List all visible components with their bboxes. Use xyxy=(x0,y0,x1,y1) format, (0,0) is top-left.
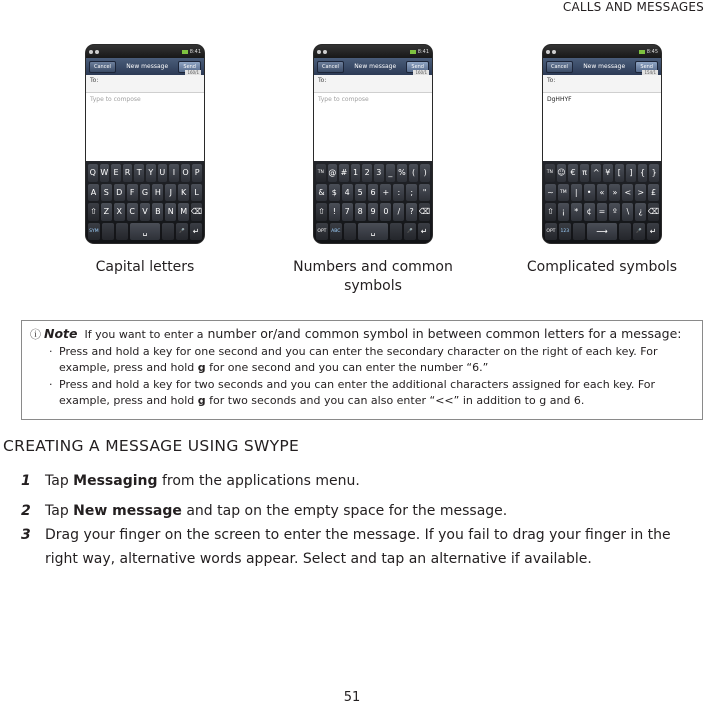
key: K xyxy=(178,184,189,202)
opt-key: OPT xyxy=(545,223,557,241)
key: N xyxy=(165,203,176,221)
key: P xyxy=(192,164,202,182)
note-label: Note xyxy=(44,326,78,341)
enter-key-icon: ↵ xyxy=(418,223,430,241)
key: TM xyxy=(558,184,569,202)
key: O xyxy=(181,164,191,182)
key: W xyxy=(100,164,110,182)
key: D xyxy=(114,184,125,202)
step-text-post: from the applications menu. xyxy=(161,473,360,489)
space-key-icon: ␣ xyxy=(358,223,389,241)
key: G xyxy=(140,184,151,202)
key: : xyxy=(393,184,404,202)
backspace-key-icon: ⌫ xyxy=(419,203,430,221)
signal-icon xyxy=(552,50,556,54)
status-bar xyxy=(543,45,661,58)
key: º xyxy=(609,203,620,221)
bullet-text: for one second and you can enter the number “6.” xyxy=(209,361,489,374)
key: Z xyxy=(101,203,112,221)
bullet-key: g xyxy=(197,394,206,407)
step-number: 2 xyxy=(21,503,31,519)
enter-key-icon: ↵ xyxy=(190,223,202,241)
key: 1 xyxy=(351,164,361,182)
tab-key-icon: ⟶ xyxy=(587,223,618,241)
note-intro xyxy=(30,326,694,343)
key: ^ xyxy=(591,164,601,182)
key: { xyxy=(638,164,648,182)
key: ¿ xyxy=(635,203,646,221)
bullet-key: g xyxy=(197,361,206,374)
key xyxy=(162,223,174,241)
key: + xyxy=(380,184,391,202)
notification-icon xyxy=(546,50,550,54)
send-button: Send xyxy=(406,61,429,73)
cancel-button: Cancel xyxy=(546,61,573,73)
keyboard-row xyxy=(316,164,430,182)
key: 2 xyxy=(362,164,372,182)
key: A xyxy=(88,184,99,202)
key: Q xyxy=(88,164,98,182)
clock: 8:41 xyxy=(189,48,201,55)
screen-title: New message xyxy=(354,63,397,70)
key: & xyxy=(316,184,327,202)
key: " xyxy=(419,184,430,202)
notification-icon xyxy=(317,50,321,54)
step-text xyxy=(45,499,700,523)
keyboard-row xyxy=(545,184,659,202)
opt-key: OPT xyxy=(316,223,328,241)
key: [ xyxy=(615,164,625,182)
key: < xyxy=(622,184,633,202)
notification-icon xyxy=(89,50,93,54)
key: 3 xyxy=(374,164,384,182)
signal-icon xyxy=(323,50,327,54)
space-key-icon: ␣ xyxy=(130,223,161,241)
key: R xyxy=(123,164,133,182)
key: V xyxy=(140,203,151,221)
key: % xyxy=(397,164,407,182)
send-button: Send xyxy=(178,61,201,73)
key: 6 xyxy=(368,184,379,202)
keyboard-row xyxy=(545,203,659,221)
step-text: Drag your finger on the screen to enter the message. If you fail to drag your finger in the right way, alternative words appear. Select and tap an alternative if available. xyxy=(45,527,671,567)
step-text xyxy=(45,469,700,493)
key: T xyxy=(134,164,144,182)
keyboard-row xyxy=(88,164,202,182)
key: _ xyxy=(386,164,396,182)
key: TN xyxy=(316,164,326,182)
keyboard xyxy=(543,161,661,243)
enter-key-icon: ↵ xyxy=(647,223,659,241)
signal-icon xyxy=(95,50,99,54)
keyboard-row xyxy=(316,223,430,241)
key: ¢ xyxy=(584,203,595,221)
battery-icon xyxy=(410,50,416,54)
note-bullet xyxy=(30,377,694,409)
note-intro-text-1: If you want to enter a xyxy=(84,328,204,341)
compose-field: Type to compose xyxy=(86,93,204,161)
compose-field: DgHHYF xyxy=(543,93,661,161)
key: 7 xyxy=(342,203,353,221)
cancel-button: Cancel xyxy=(89,61,116,73)
key: U xyxy=(158,164,168,182)
key: } xyxy=(649,164,659,182)
character-counter: 154/1 xyxy=(644,70,656,75)
cancel-button: Cancel xyxy=(317,61,344,73)
key: « xyxy=(597,184,608,202)
screen-title: New message xyxy=(583,63,626,70)
key: > xyxy=(635,184,646,202)
caption-capital-letters: Capital letters xyxy=(95,259,195,275)
key: 5 xyxy=(355,184,366,202)
key: / xyxy=(393,203,404,221)
key: E xyxy=(111,164,121,182)
to-label: To: xyxy=(547,77,556,84)
character-counter: 160/1 xyxy=(187,70,199,75)
shift-key-icon: ⇧ xyxy=(316,203,327,221)
key: 9 xyxy=(368,203,379,221)
microphone-icon: 🎤 xyxy=(404,223,416,241)
section-title: CREATING A MESSAGE USING SWYPE xyxy=(3,437,300,455)
key: ) xyxy=(420,164,430,182)
keyboard-row xyxy=(545,164,659,182)
screen-title: New message xyxy=(126,63,169,70)
key: £ xyxy=(648,184,659,202)
clock: 8:45 xyxy=(646,48,658,55)
key: 8 xyxy=(355,203,366,221)
key xyxy=(390,223,402,241)
step-ui-term: New message xyxy=(73,503,182,519)
keyboard-row xyxy=(88,223,202,241)
key: ? xyxy=(406,203,417,221)
key: # xyxy=(339,164,349,182)
key: $ xyxy=(329,184,340,202)
recipient-field xyxy=(86,70,204,93)
step-number: 3 xyxy=(21,527,31,543)
bullet-text: for two seconds and you can also enter “<<” in addition to g and 6. xyxy=(209,394,585,407)
keyboard-row xyxy=(88,203,202,221)
keyboard-row xyxy=(316,184,430,202)
sym-key: SYM xyxy=(88,223,100,241)
caption-complicated-symbols: Complicated symbols xyxy=(526,259,678,275)
screenshot-capital-letters xyxy=(86,45,204,243)
key: F xyxy=(127,184,138,202)
note-bullet xyxy=(30,344,694,376)
shift-key-icon: ⇧ xyxy=(545,203,556,221)
key: » xyxy=(609,184,620,202)
keyboard-row xyxy=(88,184,202,202)
backspace-key-icon: ⌫ xyxy=(191,203,202,221)
keyboard xyxy=(314,161,432,243)
step-text-post: and tap on the empty space for the message. xyxy=(186,503,508,519)
key: • xyxy=(584,184,595,202)
send-button: Send xyxy=(635,61,658,73)
bullet-text: Press and hold a key for one second and you can enter the secondary character on the right of each key. For example, press and hold xyxy=(59,345,658,374)
key: * xyxy=(571,203,582,221)
status-bar xyxy=(86,45,204,58)
key: € xyxy=(568,164,578,182)
step-number: 1 xyxy=(21,473,31,489)
key xyxy=(102,223,114,241)
key: S xyxy=(101,184,112,202)
info-icon: ⓘ xyxy=(30,328,41,341)
key xyxy=(619,223,631,241)
character-counter: 160/1 xyxy=(415,70,427,75)
screenshot-numbers-symbols xyxy=(314,45,432,243)
section-header: CALLS AND MESSAGES xyxy=(562,0,704,14)
recipient-field xyxy=(543,70,661,93)
key: 0 xyxy=(380,203,391,221)
key: ! xyxy=(329,203,340,221)
key: π xyxy=(580,164,590,182)
key: @ xyxy=(328,164,338,182)
clock: 8:41 xyxy=(417,48,429,55)
key: ~ xyxy=(545,184,556,202)
key: = xyxy=(597,203,608,221)
recipient-field xyxy=(314,70,432,93)
backspace-key-icon: ⌫ xyxy=(648,203,659,221)
note-box xyxy=(21,320,703,420)
key: ( xyxy=(409,164,419,182)
screenshot-complicated-symbols xyxy=(543,45,661,243)
to-label: To: xyxy=(90,77,99,84)
keyboard-row xyxy=(545,223,659,241)
battery-icon xyxy=(182,50,188,54)
compose-field: Type to compose xyxy=(314,93,432,161)
step-text-pre: Tap xyxy=(45,473,69,489)
key xyxy=(573,223,585,241)
bullet-mark: · xyxy=(49,345,53,358)
key: I xyxy=(169,164,179,182)
key: ☺ xyxy=(557,164,567,182)
battery-icon xyxy=(639,50,645,54)
keyboard-row xyxy=(316,203,430,221)
key: TN xyxy=(545,164,555,182)
status-bar xyxy=(314,45,432,58)
to-label: To: xyxy=(318,77,327,84)
note-intro-text-2: number or/and common symbol in between common letters for a message: xyxy=(207,326,682,341)
key: \ xyxy=(622,203,633,221)
key: H xyxy=(152,184,163,202)
key: ¥ xyxy=(603,164,613,182)
key: | xyxy=(571,184,582,202)
key: 4 xyxy=(342,184,353,202)
bullet-mark: · xyxy=(49,378,53,391)
key: L xyxy=(191,184,202,202)
key: X xyxy=(114,203,125,221)
numbers-key: 123 xyxy=(559,223,571,241)
abc-key: ABC xyxy=(330,223,342,241)
key: M xyxy=(178,203,189,221)
caption-numbers-symbols: Numbers and common symbols xyxy=(293,259,453,294)
bullet-text: Press and hold a key for two seconds and you can enter the additional characters assigned for each key. For example, press and hold xyxy=(59,378,656,407)
key: C xyxy=(127,203,138,221)
key: J xyxy=(165,184,176,202)
key xyxy=(344,223,356,241)
page-number: 51 xyxy=(343,690,361,705)
step-text-pre: Tap xyxy=(45,503,69,519)
key: Y xyxy=(146,164,156,182)
key: ; xyxy=(406,184,417,202)
key: ¡ xyxy=(558,203,569,221)
key: ] xyxy=(626,164,636,182)
step-ui-term: Messaging xyxy=(73,473,158,489)
microphone-icon: 🎤 xyxy=(176,223,188,241)
microphone-icon: 🎤 xyxy=(633,223,645,241)
shift-key-icon: ⇧ xyxy=(88,203,99,221)
key xyxy=(116,223,128,241)
key: B xyxy=(152,203,163,221)
keyboard xyxy=(86,161,204,243)
